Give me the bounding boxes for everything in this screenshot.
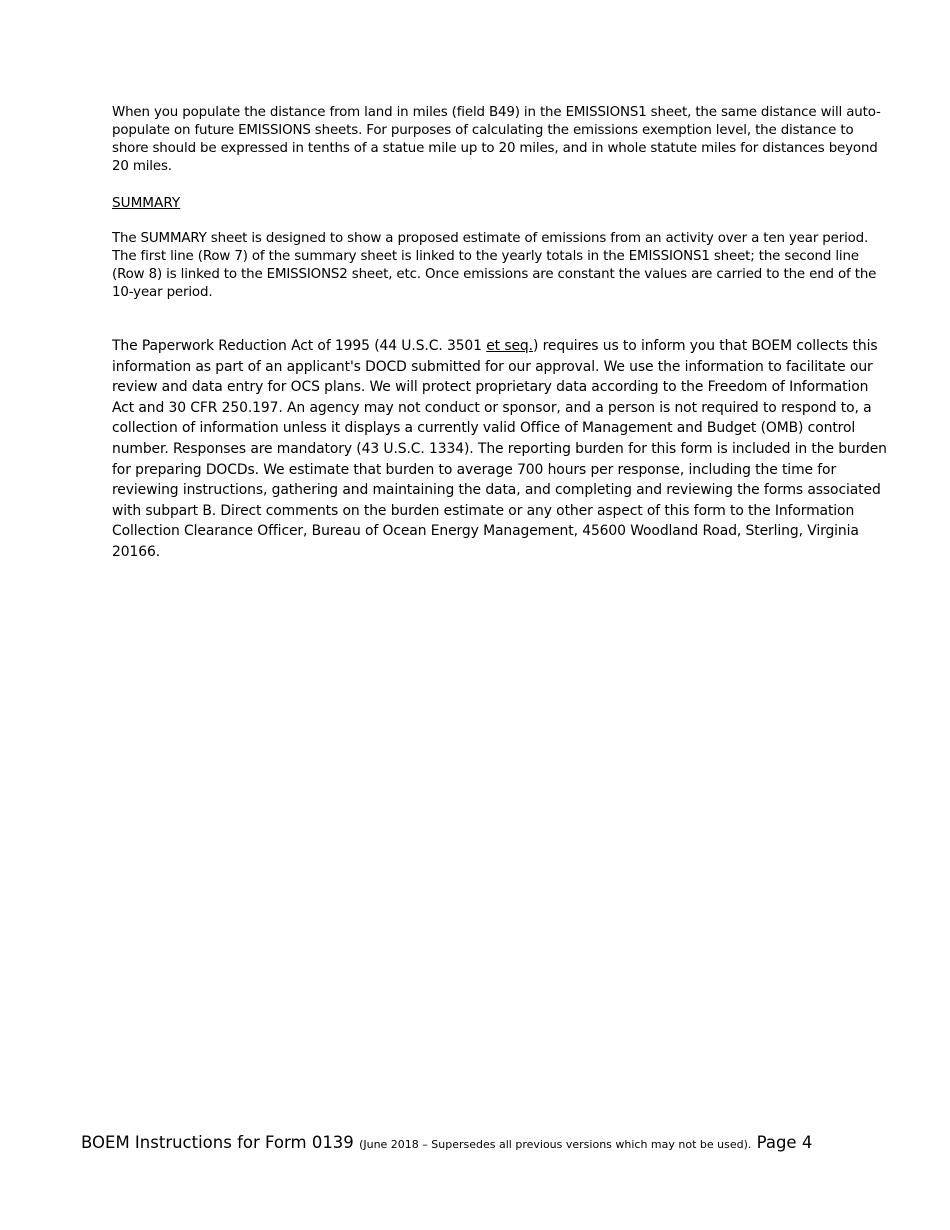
et-seq-underlined: et seq. <box>486 338 533 354</box>
paperwork-text-start: The Paperwork Reduction Act of 1995 (44 U.S.C. 3501 <box>112 338 487 354</box>
distance-instructions-paragraph: When you populate the distance from land in miles (field B49) in the EMISSIONS1 sheet, the same distance will auto-populate on future EMISSIONS sheets. For purposes of calculating the emissions exemption level, the distance to shore should be expressed in tenths of a statue mile up to 20 miles, and in whole statute miles for distances beyond 20 miles. <box>112 105 881 174</box>
page-footer <box>81 1132 812 1156</box>
paperwork-text-rest: ) requires us to inform you that BOEM collects this information as part of an applicant's DOCD submitted for our approval. We use the information to facilitate our review and data entry for OCS plans. We will protect proprietary data according to the Freedom of Information Act and 30 CFR 250.197. An agency may not conduct or sponsor, and a person is not required to respond to, a collection of information unless it displays a currently valid Office of Management and Budget (OMB) control number. Responses are mandatory (43 U.S.C. 1334). The reporting burden for this form is included in the burden for preparing DOCDs. We estimate that burden to average 700 hours per response, including the time for reviewing instructions, gathering and maintaining the data, and completing and reviewing the forms associated with subpart B. Direct comments on the burden estimate or any other aspect of this form to the Information Collection Clearance Officer, Bureau of Ocean Energy Management, 45600 Woodland Road, Sterling, Virginia 20166. <box>112 338 887 560</box>
footer-version-note: (June 2018 – Supersedes all previous versions which may not be used). <box>359 1138 752 1151</box>
summary-paragraph: The SUMMARY sheet is designed to show a proposed estimate of emissions from an activity over a ten year period. The first line (Row 7) of the summary sheet is linked to the yearly totals in the EMISSIONS1 sheet; the second line (Row 8) is linked to the EMISSIONS2 sheet, etc. Once emissions are constant the values are carried to the end of the 10-year period. <box>112 231 877 300</box>
summary-heading: SUMMARY <box>112 195 181 211</box>
footer-title: BOEM Instructions for Form 0139 <box>81 1133 360 1152</box>
paperwork-reduction-act-paragraph <box>112 336 890 563</box>
footer-page-number: Page 4 <box>751 1133 813 1152</box>
